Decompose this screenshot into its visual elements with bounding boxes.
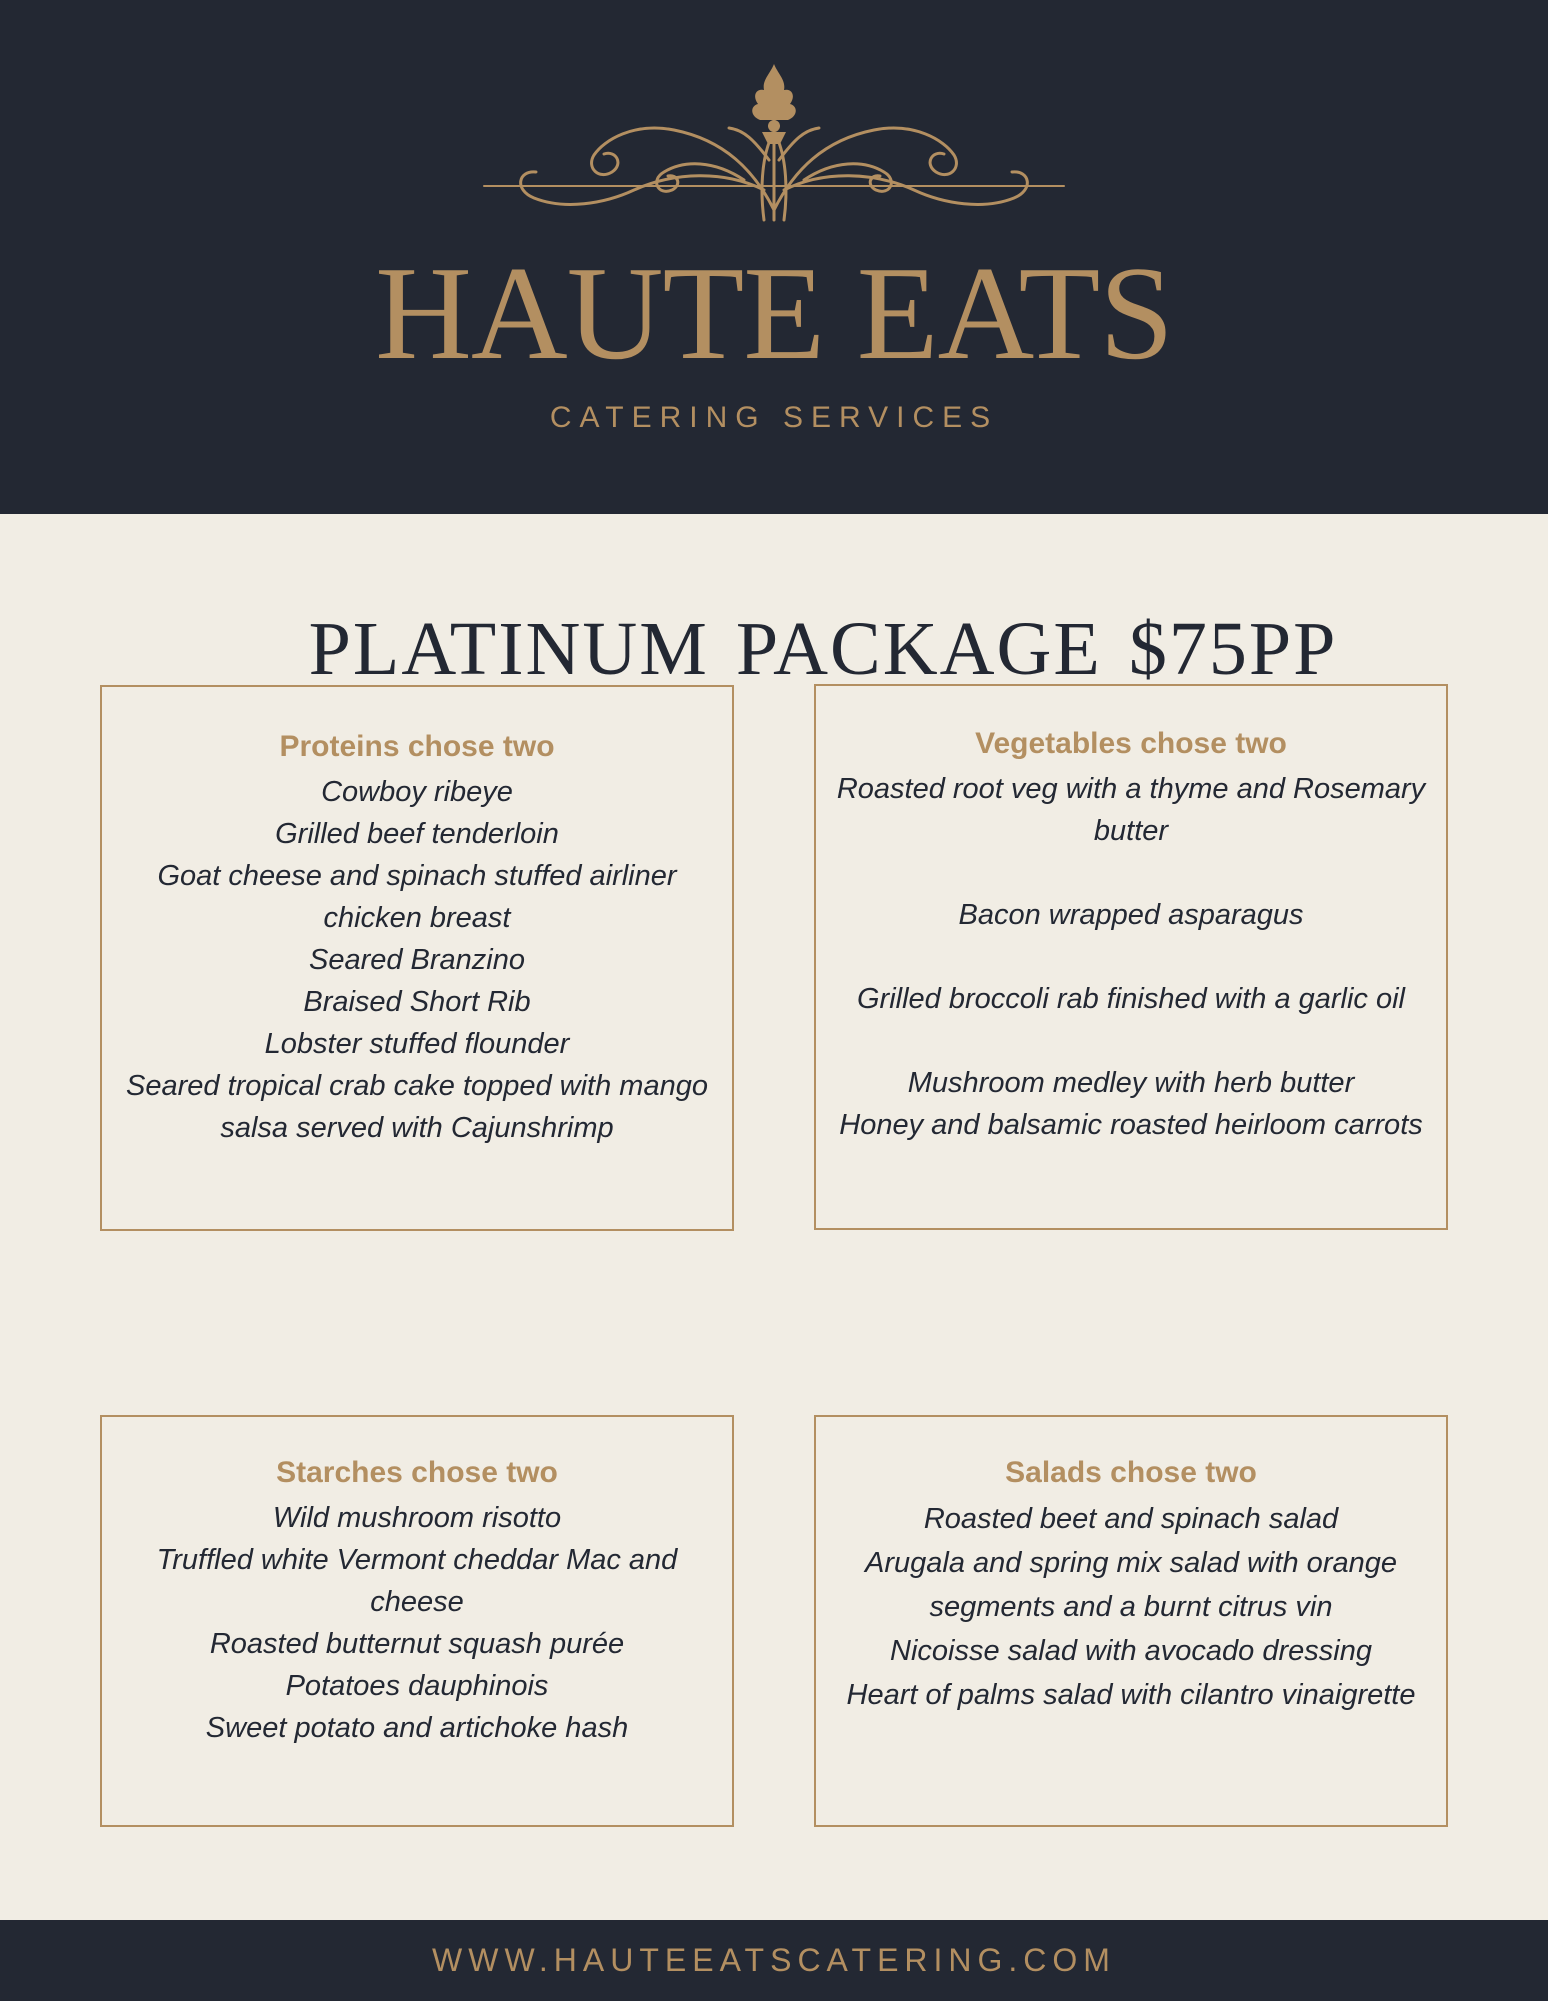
menu-item: Wild mushroom risotto — [272, 1502, 562, 1534]
footer-banner — [0, 1920, 1548, 2001]
starches-section — [100, 1415, 734, 1827]
header-banner — [0, 0, 1548, 514]
brand-subtitle: CATERING SERVICES — [549, 401, 999, 434]
menu-item: Roasted butternut squash purée — [209, 1628, 625, 1660]
section-heading: Salads chose two — [1005, 1456, 1257, 1489]
proteins-section — [100, 685, 734, 1231]
menu-list — [122, 1497, 712, 1749]
menu-list — [836, 768, 1426, 1146]
menu-item: Sweet potato and artichoke hash — [205, 1712, 629, 1744]
menu-item: Arugala and spring mix salad with orange segments and a burnt citrus vin — [865, 1547, 1397, 1623]
menu-item: Grilled broccoli rab finished with a garlic oil — [856, 983, 1405, 1015]
menu-item: Braised Short Rib — [303, 986, 531, 1018]
menu-item: Seared Branzino — [308, 944, 526, 976]
menu-item: Nicoisse salad with avocado dressing — [890, 1635, 1372, 1667]
vegetables-section — [814, 684, 1448, 1230]
menu-item: Cowboy ribeye — [321, 776, 513, 808]
salads-section — [814, 1415, 1448, 1827]
menu-item: Roasted root veg with a thyme and Rosemary butter — [836, 773, 1426, 847]
menu-item: Heart of palms salad with cilantro vinaigrette — [846, 1679, 1416, 1711]
menu-item: Lobster stuffed flounder — [264, 1028, 570, 1060]
flourish-ornament-icon — [474, 60, 1074, 240]
menu-item: Potatoes dauphinois — [285, 1670, 549, 1702]
section-heading: Vegetables chose two — [975, 727, 1287, 760]
menu-item: Grilled beef tenderloin — [275, 818, 559, 850]
section-heading: Proteins chose two — [279, 730, 555, 763]
menu-item: Truffled white Vermont cheddar Mac and cheese — [156, 1544, 678, 1618]
menu-list — [836, 1497, 1426, 1717]
menu-list — [122, 771, 712, 1149]
package-title: PLATINUM PACKAGE $75PP — [308, 607, 1338, 691]
brand-title: HAUTE EATS — [375, 239, 1173, 387]
menu-item: Goat cheese and spinach stuffed airliner chicken breast — [157, 860, 677, 934]
menu-item: Honey and balsamic roasted heirloom carrots — [839, 1109, 1423, 1141]
menu-item: Roasted beet and spinach salad — [923, 1503, 1339, 1535]
menu-item: Bacon wrapped asparagus — [958, 899, 1304, 931]
website-url: WWW.HAUTEEATSCATERING.COM — [432, 1942, 1116, 1978]
menu-item: Seared tropical crab cake topped with mango salsa served with Cajunshrimp — [126, 1070, 708, 1144]
section-heading: Starches chose two — [276, 1456, 558, 1489]
menu-item: Mushroom medley with herb butter — [907, 1067, 1355, 1099]
